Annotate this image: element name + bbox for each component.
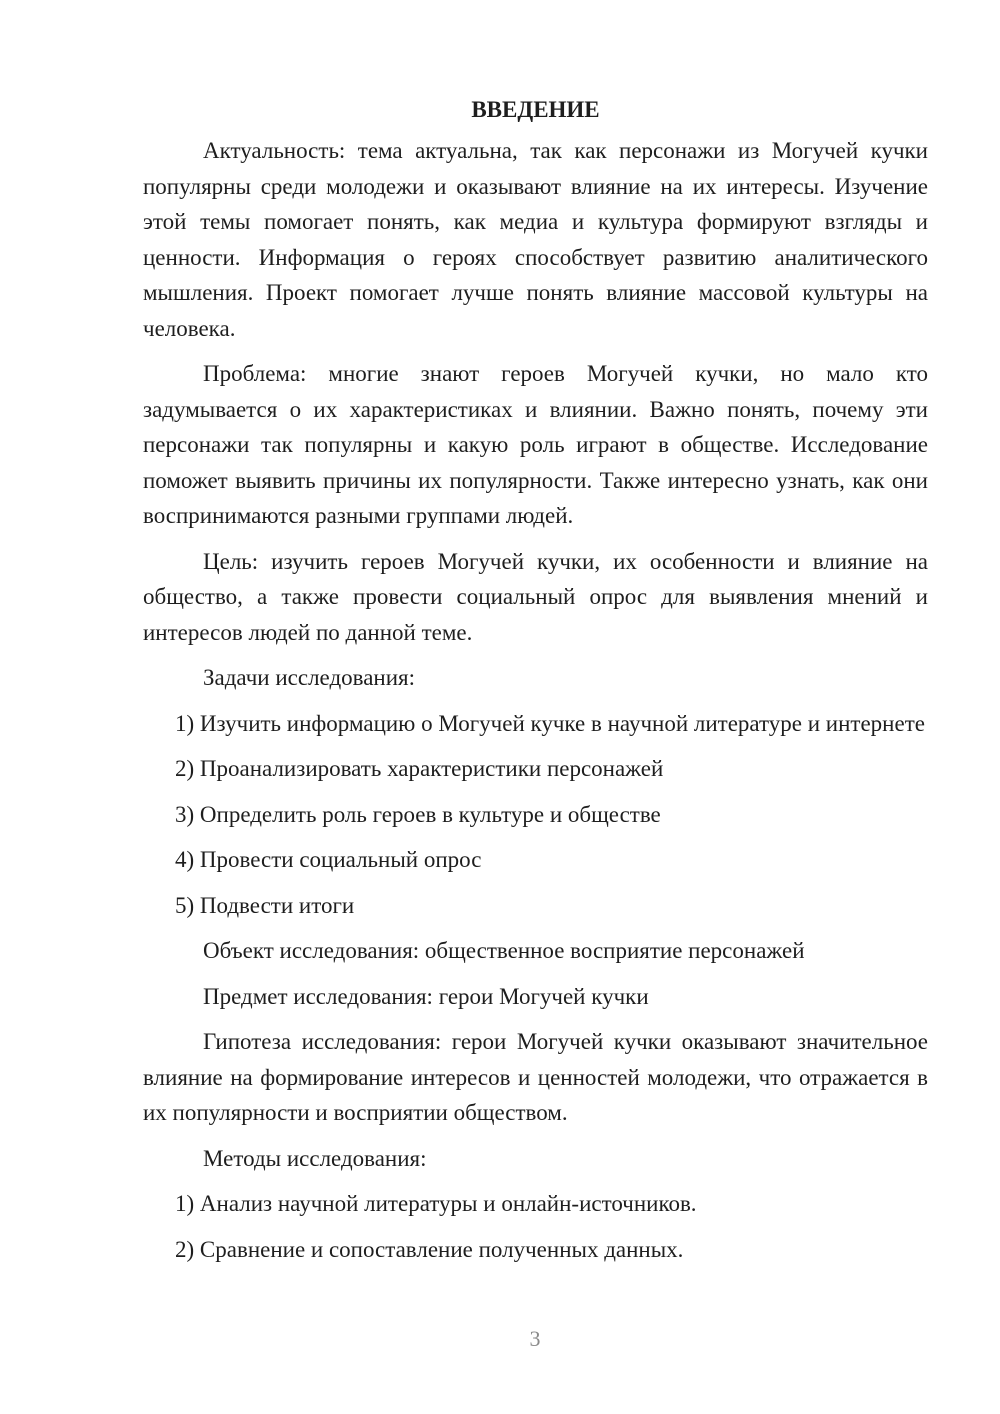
task-item-3: 3) Определить роль героев в культуре и обществе: [175, 801, 661, 827]
goal-paragraph: Цель: изучить героев Могучей кучки, их особенности и влияние на общество, а также провести социальный опрос для выявления мнений и интересов людей по данной теме.: [143, 548, 928, 645]
task-item-4: 4) Провести социальный опрос: [175, 847, 482, 872]
relevance-paragraph: Актуальность: тема актуальна, так как персонажи из Могучей кучки популярны среди молодежи и оказывают влияние на их интересы. Изучение этой темы помогает понять, как медиа и культура формируют взгляды и ценности. Информация о героях способствует развитию аналитического мышления. Проект помогает лучше понять влияние массовой культуры на человека.: [143, 138, 928, 341]
research-subject: Предмет исследования: герои Могучей кучки: [203, 983, 649, 1009]
research-object: Объект исследования: общественное восприятие персонажей: [203, 938, 805, 963]
section-heading: ВВЕДЕНИЕ: [471, 97, 600, 122]
task-item-2: 2) Проанализировать характеристики персонажей: [175, 756, 664, 781]
task-item-5: 5) Подвести итоги: [175, 892, 355, 918]
document-page: [143, 92, 928, 1277]
method-item-2: 2) Сравнение и сопоставление полученных данных.: [175, 1236, 684, 1262]
problem-paragraph: Проблема: многие знают героев Могучей кучки, но мало кто задумывается о их характеристиках и влиянии. Важно понять, почему эти персонажи так популярны и какую роль играют в обществе. Исследование поможет выявить причины их популярности. Также интересно узнать, как они воспринимаются разными группами людей.: [143, 361, 928, 528]
task-item-1: 1) Изучить информацию о Могучей кучке в научной литературе и интернете: [175, 710, 925, 736]
hypothesis-paragraph: Гипотеза исследования: герои Могучей кучки оказывают значительное влияние на формирование интересов и ценностей молодежи, что отражается в их популярности и восприятии обществом.: [143, 1029, 928, 1125]
method-item-1: 1) Анализ научной литературы и онлайн-источников.: [175, 1191, 697, 1216]
methods-title: Методы исследования:: [203, 1145, 427, 1171]
page-number: 3: [529, 1326, 541, 1351]
tasks-title: Задачи исследования:: [203, 665, 416, 690]
